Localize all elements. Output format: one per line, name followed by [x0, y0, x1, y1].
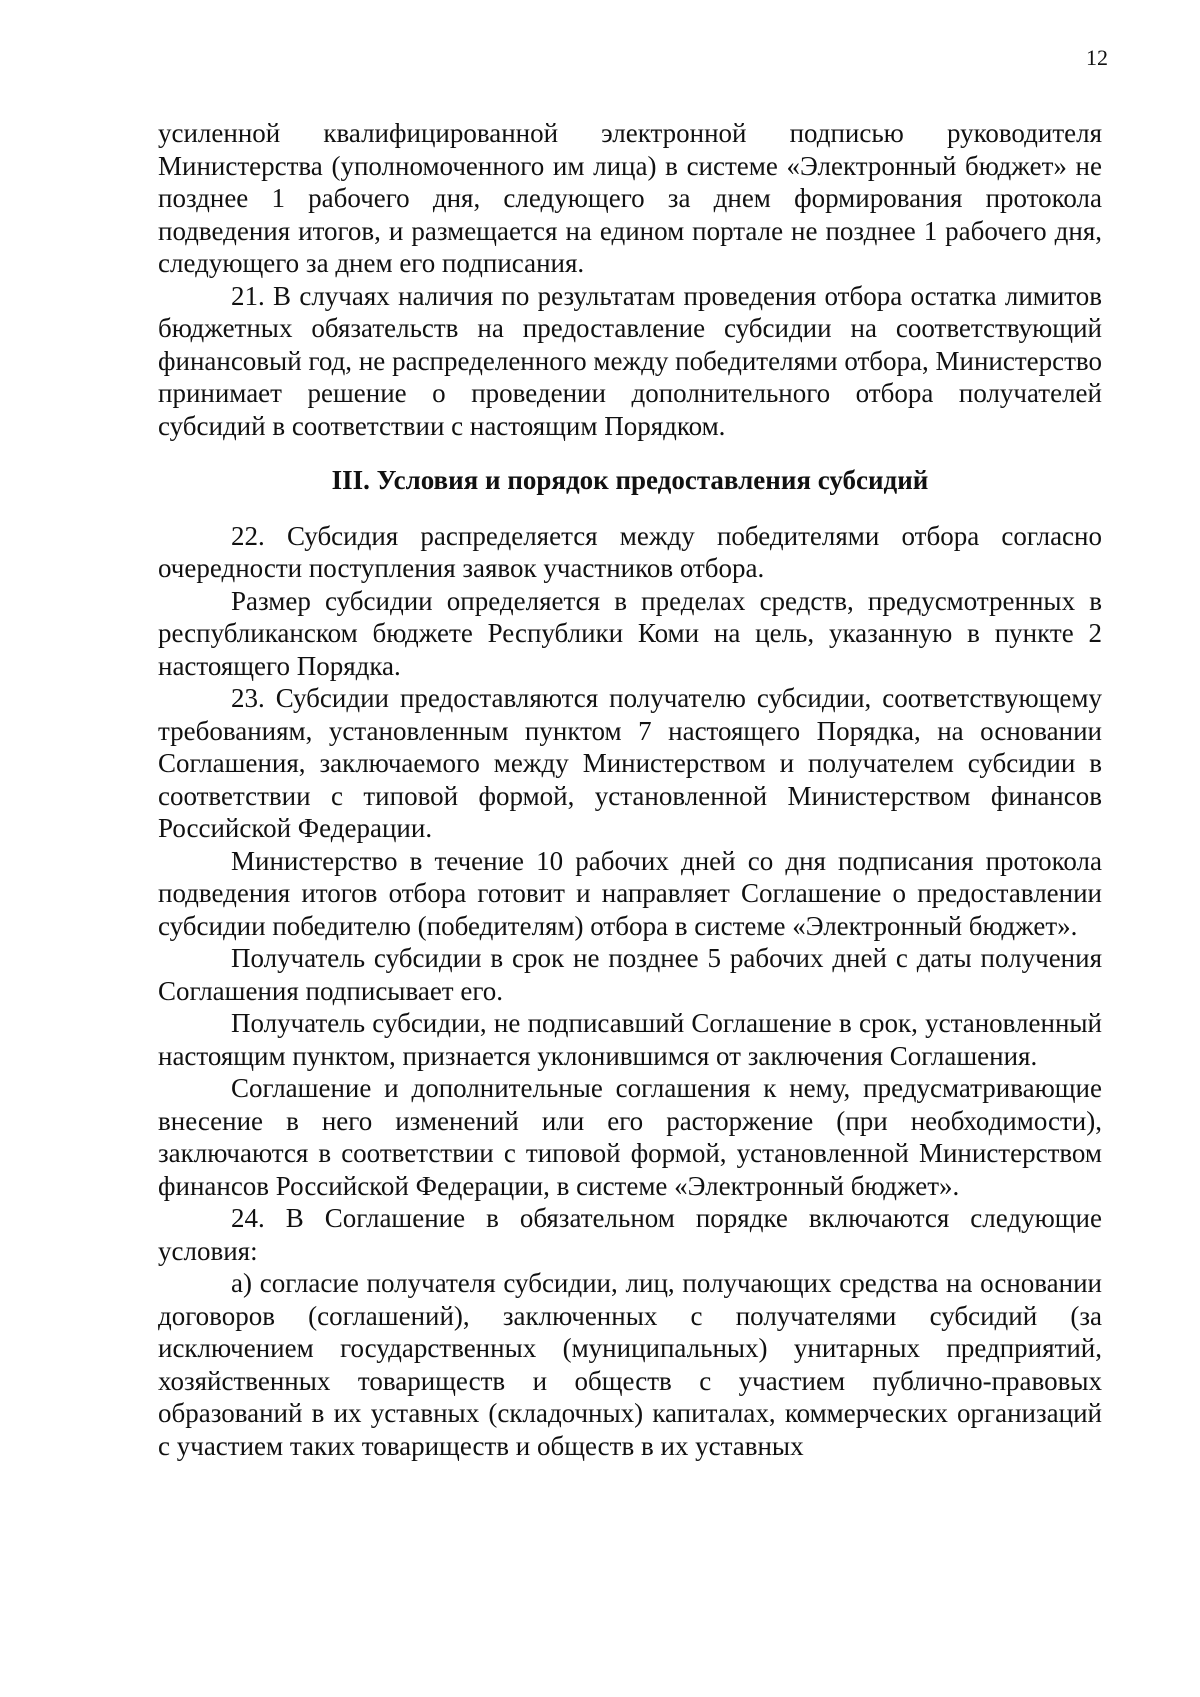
page-number: 12: [1086, 45, 1108, 70]
paragraph-item-21: 21. В случаях наличия по результатам проведения отбора остатка лимитов бюджетных обязательств на предоставление субсидии на соответствующий финансовый год, не распределенного между победителями отбора, Министерство принимает решение о проведении дополнительного отбора получателей субсидий в соответствии с настоящим Порядком.: [158, 280, 1102, 441]
paragraph-continuation: усиленной квалифицированной электронной подписью руководителя Министерства (уполномоченного им лица) в системе «Электронный бюджет» не позднее 1 рабочего дня, следующего за днем формирования протокола подведения итогов, и размещается на едином портале не позднее 1 рабочего дня, следующего за днем его подписания.: [158, 118, 1102, 278]
document-body: [158, 117, 1102, 1462]
paragraph: Получатель субсидии в срок не позднее 5 рабочих дней с даты получения Соглашения подписывает его.: [158, 943, 1102, 1006]
paragraph: Министерство в течение 10 рабочих дней со дня подписания протокола подведения итогов отбора готовит и направляет Соглашение о предоставлении субсидии победителю (победителям) отбора в системе «Электронный бюджет».: [158, 845, 1102, 941]
paragraph: Размер субсидии определяется в пределах средств, предусмотренных в республиканском бюджете Республики Коми на цель, указанную в пункте 2 настоящего Порядка.: [158, 585, 1102, 681]
paragraph-item-22: 22. Субсидия распределяется между победителями отбора согласно очередности поступления заявок участников отбора.: [158, 520, 1102, 583]
section-heading: III. Условия и порядок предоставления субсидий: [331, 465, 929, 495]
paragraph-item-24: 24. В Соглашение в обязательном порядке включаются следующие условия:: [158, 1203, 1102, 1266]
paragraph: Соглашение и дополнительные соглашения к нему, предусматривающие внесение в него изменений или его расторжение (при необходимости), заключаются в соответствии с типовой формой, установленной Министерством финансов Российской Федерации, в системе «Электронный бюджет».: [158, 1073, 1102, 1201]
paragraph: Получатель субсидии, не подписавший Соглашение в срок, установленный настоящим пунктом, признается уклонившимся от заключения Соглашения.: [158, 1008, 1102, 1071]
paragraph-subitem-a: а) согласие получателя субсидии, лиц, получающих средства на основании договоров (соглашений), заключенных с получателями субсидий (за исключением государственных (муниципальных) унитарных предприятий, хозяйственных товариществ и обществ с участием публично-правовых образований в их уставных (складочных) капиталах, коммерческих организаций с участием таких товариществ и обществ в их уставных: [158, 1268, 1102, 1461]
paragraph-item-23: 23. Субсидии предоставляются получателю субсидии, соответствующему требованиям, установленным пунктом 7 настоящего Порядка, на основании Соглашения, заключаемого между Министерством и получателем субсидии в соответствии с типовой формой, установленной Министерством финансов Российской Федерации.: [158, 683, 1102, 843]
